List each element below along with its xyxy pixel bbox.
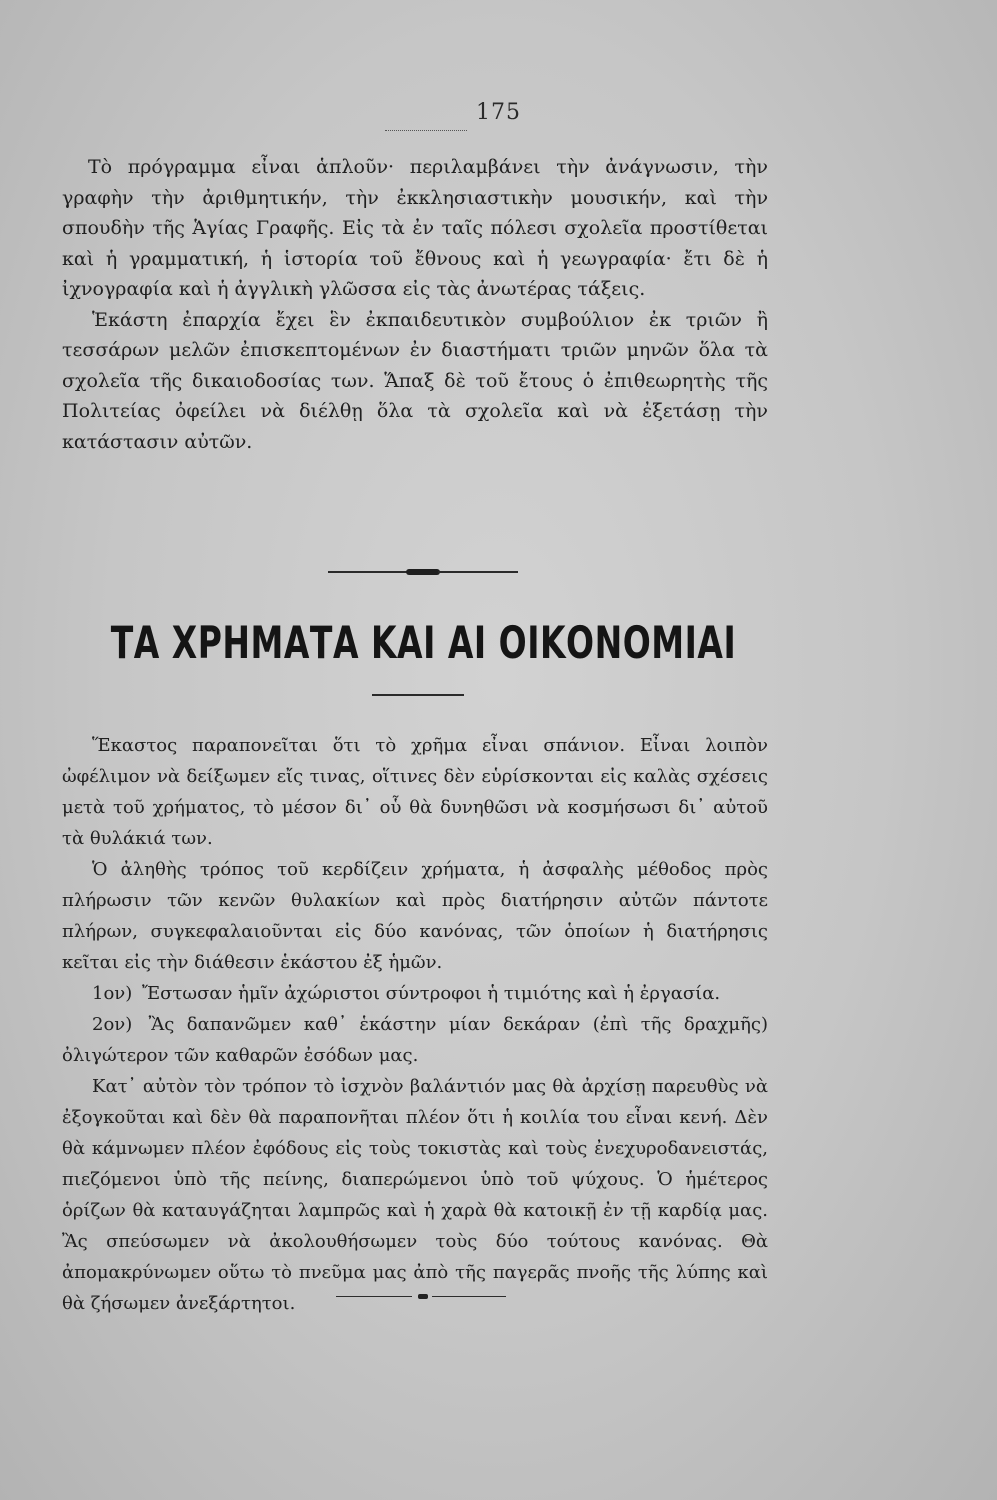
rule-text: Ἔστωσαν ἡμῖν ἀχώριστοι σύντροφοι ἡ τιμιότης καὶ ἡ ἐργασία. [142, 983, 721, 1004]
rule-number: 1ον) [92, 983, 133, 1004]
rule-number: 2ον) [92, 1014, 133, 1035]
section-title: ΤΑ ΧΡΗΜΑΤΑ ΚΑΙ ΑΙ ΟΙΚΟΝΟΜΙΑΙ [110, 616, 737, 669]
paragraph-closing: Κατ᾽ αὐτὸν τὸν τρόπον τὸ ἰσχνὸν βαλάντιόν μας θὰ ἀρχίσῃ παρευθὺς νὰ ἐξογκοῦται καὶ δὲν θὰ παραπονῆται πλέον ὅτι ἡ κοιλία του εἶναι κενή. Δὲν θὰ κάμνωμεν πλέον ἐφόδους εἰς τοὺς τοκιστὰς καὶ τοὺς ἐνεχυροδανειστάς, πιεζόμενοι ὑπὸ τῆς πείνης, διαπερώμενοι ὑπὸ τοῦ ψύχους. Ὁ ἡμέτερος ὁρίζων θὰ καταυγάζηται λαμπρῶς καὶ ἡ χαρὰ θὰ κατοικῇ ἐν τῇ καρδίᾳ μας. Ἂς σπεύσωμεν νὰ ἀκολουθήσωμεν τοὺς δύο τούτους κανόνας. Θὰ ἀπομακρύνωμεν οὕτω τὸ πνεῦμα μας ἀπὸ τῆς παγερᾶς πνοῆς τῆς λύπης καὶ θὰ ζήσωμεν ἀνεξάρτητοι. [62, 1076, 768, 1314]
page-number: 175 [476, 100, 521, 125]
paragraph-money-scarce: Ἕκαστος παραπονεῖται ὅτι τὸ χρῆμα εἶναι σπάνιον. Εἶναι λοιπὸν ὠφέλιμον νὰ δείξωμεν εἴς τινας, οἵτινες δὲν εὑρίσκονται εἰς καλὰς σχέσεις μετὰ τοῦ χρήματος, τὸ μέσον δι᾽ οὗ θὰ δυνηθῶσι νὰ κοσμήσωσι δι᾽ αὐτοῦ τὰ θυλάκιά των. [62, 735, 768, 849]
rule-item-1 [62, 978, 768, 1009]
title-underline [372, 694, 464, 696]
section-education-text [62, 152, 768, 457]
rule-item-2 [62, 1009, 768, 1071]
paragraph-true-method: Ὁ ἀληθὴς τρόπος τοῦ κερδίζειν χρήματα, ἡ ἀσφαλὴς μέθοδος πρὸς πλήρωσιν τῶν κενῶν θυλακίων καὶ πρὸς διατήρησιν αὐτῶν πάντοτε πλήρων, συγκεφαλαιοῦνται εἰς δύο κανόνας, τῶν ὁποίων ἡ διατήρησις κεῖται εἰς τὴν διάθεσιν ἑκάστου ἐξ ἡμῶν. [62, 859, 768, 973]
paragraph-council: Ἑκάστη ἐπαρχία ἔχει ἓν ἐκπαιδευτικὸν συμβούλιον ἐκ τριῶν ἢ τεσσάρων μελῶν ἐπισκεπτομένων ἐν διαστήματι τριῶν μηνῶν ὅλα τὰ σχολεῖα τῆς δικαιοδοσίας των. Ἅπαξ δὲ τοῦ ἔτους ὁ ἐπιθεωρητὴς τῆς Πολιτείας ὀφείλει νὰ διέλθῃ ὅλα τὰ σχολεῖα καὶ νὰ ἐξετάσῃ τὴν κατάστασιν αὐτῶν. [62, 308, 768, 453]
paragraph-curriculum: Τὸ πρόγραμμα εἶναι ἁπλοῦν· περιλαμβάνει τὴν ἀνάγνωσιν, τὴν γραφὴν τὴν ἀριθμητικήν, τὴν ἐκκλησιαστικὴν μουσικήν, καὶ τὴν σπουδὴν τῆς Ἁγίας Γραφῆς. Εἰς τὰ ἐν ταῖς πόλεσι σχολεῖα προστίθεται καὶ ἡ γραμματική, ἡ ἱστορία τοῦ ἔθνους καὶ ἡ γεωγραφία· ἔτι δὲ ἡ ἰχνογραφία καὶ ἡ ἀγγλικὴ γλῶσσα εἰς τὰς ἀνωτέρας τάξεις. [62, 156, 768, 300]
section-money-text [62, 730, 768, 1319]
end-divider-ornament [336, 1294, 506, 1300]
header-rule [385, 130, 467, 131]
rule-text: Ἂς δαπανῶμεν καθ᾽ ἑκάστην μίαν δεκάραν (ἐπὶ τῆς δραχμῆς) ὀλιγώτερον τῶν καθαρῶν ἐσόδων μας. [62, 1014, 768, 1066]
section-divider-ornament [328, 568, 518, 576]
